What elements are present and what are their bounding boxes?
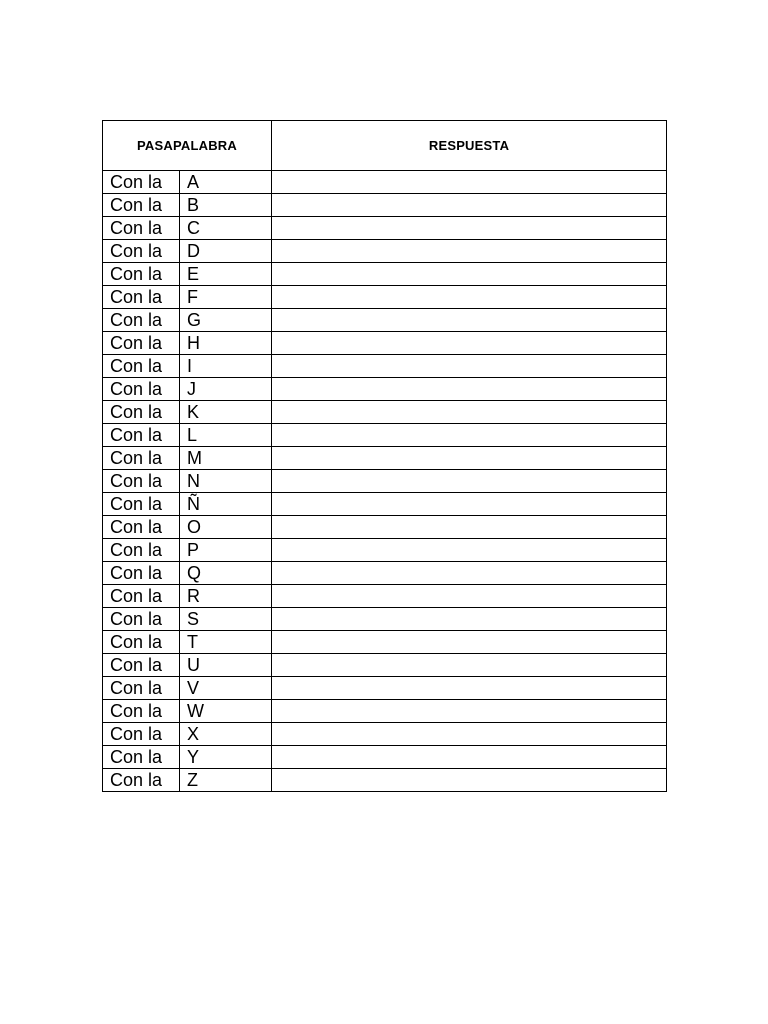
- table-row: [103, 493, 667, 516]
- answer-cell[interactable]: [272, 562, 667, 585]
- table-row: [103, 562, 667, 585]
- answer-cell[interactable]: [272, 240, 667, 263]
- row-letter: V: [180, 677, 272, 700]
- row-prefix: Con la: [103, 447, 180, 470]
- pasapalabra-table: [102, 120, 667, 792]
- row-prefix: Con la: [103, 309, 180, 332]
- row-letter: W: [180, 700, 272, 723]
- row-letter: A: [180, 171, 272, 194]
- table-header-row: [103, 121, 667, 171]
- table-row: [103, 470, 667, 493]
- row-prefix: Con la: [103, 562, 180, 585]
- answer-cell[interactable]: [272, 677, 667, 700]
- row-letter: H: [180, 332, 272, 355]
- table-row: [103, 286, 667, 309]
- row-prefix: Con la: [103, 424, 180, 447]
- table-row: [103, 677, 667, 700]
- answer-cell[interactable]: [272, 470, 667, 493]
- row-letter: U: [180, 654, 272, 677]
- row-letter: P: [180, 539, 272, 562]
- answer-cell[interactable]: [272, 493, 667, 516]
- answer-cell[interactable]: [272, 424, 667, 447]
- row-prefix: Con la: [103, 769, 180, 792]
- row-letter: G: [180, 309, 272, 332]
- table-row: [103, 654, 667, 677]
- table-row: [103, 539, 667, 562]
- row-letter: Q: [180, 562, 272, 585]
- row-letter: Y: [180, 746, 272, 769]
- answer-cell[interactable]: [272, 309, 667, 332]
- row-prefix: Con la: [103, 746, 180, 769]
- table-row: [103, 516, 667, 539]
- row-prefix: Con la: [103, 217, 180, 240]
- answer-cell[interactable]: [272, 608, 667, 631]
- table-row: [103, 309, 667, 332]
- row-prefix: Con la: [103, 470, 180, 493]
- table-row: [103, 332, 667, 355]
- row-prefix: Con la: [103, 171, 180, 194]
- row-letter: N: [180, 470, 272, 493]
- row-prefix: Con la: [103, 585, 180, 608]
- row-letter: Z: [180, 769, 272, 792]
- row-letter: Ñ: [180, 493, 272, 516]
- table-body: [103, 171, 667, 792]
- row-letter: K: [180, 401, 272, 424]
- row-prefix: Con la: [103, 355, 180, 378]
- answer-cell[interactable]: [272, 654, 667, 677]
- table-row: [103, 723, 667, 746]
- row-prefix: Con la: [103, 677, 180, 700]
- row-letter: M: [180, 447, 272, 470]
- row-prefix: Con la: [103, 263, 180, 286]
- answer-cell[interactable]: [272, 217, 667, 240]
- table-row: [103, 608, 667, 631]
- table-row: [103, 631, 667, 654]
- table-row: [103, 769, 667, 792]
- answer-cell[interactable]: [272, 332, 667, 355]
- row-letter: T: [180, 631, 272, 654]
- row-prefix: Con la: [103, 700, 180, 723]
- row-prefix: Con la: [103, 332, 180, 355]
- row-letter: D: [180, 240, 272, 263]
- table-row: [103, 263, 667, 286]
- answer-cell[interactable]: [272, 263, 667, 286]
- table-row: [103, 447, 667, 470]
- row-prefix: Con la: [103, 240, 180, 263]
- row-letter: I: [180, 355, 272, 378]
- answer-cell[interactable]: [272, 516, 667, 539]
- table-row: [103, 240, 667, 263]
- answer-cell[interactable]: [272, 194, 667, 217]
- table-row: [103, 585, 667, 608]
- table-row: [103, 378, 667, 401]
- row-letter: E: [180, 263, 272, 286]
- table-row: [103, 355, 667, 378]
- row-letter: B: [180, 194, 272, 217]
- answer-cell[interactable]: [272, 723, 667, 746]
- row-letter: F: [180, 286, 272, 309]
- table-row: [103, 194, 667, 217]
- answer-cell[interactable]: [272, 355, 667, 378]
- row-prefix: Con la: [103, 654, 180, 677]
- answer-cell[interactable]: [272, 746, 667, 769]
- row-letter: R: [180, 585, 272, 608]
- row-letter: X: [180, 723, 272, 746]
- row-prefix: Con la: [103, 516, 180, 539]
- answer-cell[interactable]: [272, 631, 667, 654]
- row-prefix: Con la: [103, 631, 180, 654]
- answer-cell[interactable]: [272, 447, 667, 470]
- row-prefix: Con la: [103, 539, 180, 562]
- table-row: [103, 217, 667, 240]
- answer-cell[interactable]: [272, 286, 667, 309]
- header-pasapalabra: PASAPALABRA: [103, 121, 272, 171]
- row-letter: L: [180, 424, 272, 447]
- answer-cell[interactable]: [272, 769, 667, 792]
- header-respuesta: RESPUESTA: [272, 121, 667, 171]
- answer-cell[interactable]: [272, 585, 667, 608]
- table-row: [103, 401, 667, 424]
- answer-cell[interactable]: [272, 539, 667, 562]
- document-page: [102, 120, 667, 792]
- table-row: [103, 424, 667, 447]
- row-prefix: Con la: [103, 378, 180, 401]
- answer-cell[interactable]: [272, 378, 667, 401]
- row-prefix: Con la: [103, 608, 180, 631]
- table-row: [103, 700, 667, 723]
- answer-cell[interactable]: [272, 171, 667, 194]
- row-prefix: Con la: [103, 286, 180, 309]
- answer-cell[interactable]: [272, 401, 667, 424]
- table-row: [103, 171, 667, 194]
- row-prefix: Con la: [103, 493, 180, 516]
- row-prefix: Con la: [103, 723, 180, 746]
- table-row: [103, 746, 667, 769]
- row-letter: C: [180, 217, 272, 240]
- row-prefix: Con la: [103, 401, 180, 424]
- row-letter: J: [180, 378, 272, 401]
- row-prefix: Con la: [103, 194, 180, 217]
- row-letter: O: [180, 516, 272, 539]
- answer-cell[interactable]: [272, 700, 667, 723]
- row-letter: S: [180, 608, 272, 631]
